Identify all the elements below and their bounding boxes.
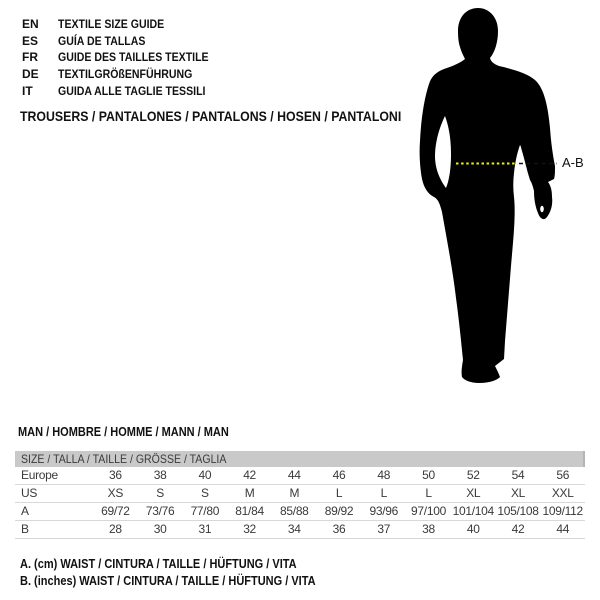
table-cell: L: [425, 486, 432, 500]
table-cell: 93/96: [369, 504, 399, 518]
table-cell: 97/100: [411, 504, 446, 518]
table-cell: L: [380, 486, 387, 500]
language-label: TEXTILE SIZE GUIDE: [58, 17, 165, 31]
table-cell: 48: [377, 468, 391, 482]
man-silhouette: [420, 8, 555, 383]
table-cell: 109/112: [542, 504, 583, 518]
category-title: [20, 108, 453, 124]
table-row-a-cm: [15, 503, 585, 521]
footnote-a-text: A. (cm) WAIST / CINTURA / TAILLE / HÜFTUNG / VITA: [20, 557, 297, 571]
table-cell: 40: [466, 522, 480, 536]
table-cell: M: [289, 486, 300, 500]
footnotes: [20, 556, 356, 590]
language-label: TEXTILGRÖßENFÜHRUNG: [58, 67, 193, 82]
table-cell: XL: [466, 486, 481, 500]
table-cell: 37: [377, 522, 391, 536]
table-cell: 30: [153, 522, 167, 536]
language-code: EN: [22, 17, 39, 31]
table-cell: 40: [198, 468, 212, 482]
table-cell: 44: [556, 522, 570, 536]
table-cell: 50: [422, 468, 435, 482]
language-code: DE: [22, 67, 39, 82]
table-cell: S: [156, 486, 164, 500]
language-row: [22, 83, 229, 100]
table-cell: 31: [198, 522, 212, 536]
size-table: [15, 451, 585, 539]
measure-label-ab: A-B: [562, 155, 584, 170]
table-cell: 42: [511, 522, 525, 536]
category-title-text: TROUSERS / PANTALONES / PANTALONS / HOSEN / PANTALONI: [20, 108, 402, 124]
thumb-notch: [540, 206, 544, 212]
footnote-b-text: B. (inches) WAIST / CINTURA / TAILLE / HÜFTUNG / VITA: [20, 574, 316, 588]
table-row-b-inches: [15, 521, 585, 539]
table-row-label: US: [21, 486, 38, 500]
table-cell: 46: [332, 468, 346, 482]
section-title: [18, 424, 258, 440]
language-code: IT: [22, 83, 33, 98]
table-cell: XXL: [551, 486, 574, 500]
table-row-europe: [15, 467, 585, 485]
table-cell: L: [335, 486, 343, 500]
table-row-us: [15, 485, 585, 503]
table-cell: 42: [243, 468, 256, 482]
man-silhouette-figure: [395, 0, 600, 400]
language-row: [22, 16, 229, 33]
table-cell: 54: [511, 468, 525, 482]
table-cell: 81/84: [235, 504, 264, 518]
table-cell: 52: [466, 468, 480, 482]
table-cell: 34: [287, 522, 301, 536]
table-cell: 89/92: [324, 504, 354, 518]
table-cell: S: [200, 486, 209, 500]
table-cell: 36: [332, 522, 346, 536]
table-row-label: Europe: [21, 468, 58, 482]
section-title-text: MAN / HOMBRE / HOMME / MANN / MAN: [18, 425, 229, 439]
table-cell: 101/104: [452, 504, 494, 518]
language-row: [22, 49, 229, 66]
table-cell: 36: [108, 468, 122, 482]
language-header-block: [22, 16, 229, 99]
table-cell: 38: [422, 522, 435, 536]
table-cell: 56: [556, 468, 570, 482]
table-cell: 105/108: [497, 504, 539, 518]
table-cell: 85/88: [280, 504, 309, 518]
size-table-header: [15, 451, 585, 467]
language-label: GUIDA ALLE TAGLIE TESSILI: [58, 83, 206, 98]
footnote-a: [20, 556, 356, 573]
table-cell: M: [244, 486, 255, 500]
language-label: GUIDE DES TAILLES TEXTILE: [58, 50, 209, 65]
footnote-b: [20, 573, 356, 590]
language-code: ES: [22, 33, 39, 48]
table-cell: 32: [243, 522, 256, 536]
table-cell: XL: [510, 486, 526, 500]
language-code: FR: [22, 50, 38, 65]
language-row: [22, 66, 229, 83]
language-label: GUÍA DE TALLAS: [58, 33, 146, 48]
table-cell: XS: [107, 486, 124, 500]
table-cell: 44: [287, 468, 301, 482]
table-cell: 77/80: [190, 504, 220, 518]
table-row-label: A: [21, 504, 29, 518]
language-row: [22, 33, 229, 50]
table-cell: 28: [108, 522, 122, 536]
size-table-header-text: SIZE / TALLA / TAILLE / GRÖSSE / TAGLIA: [21, 452, 227, 466]
table-row-label: B: [21, 522, 29, 536]
table-cell: 38: [153, 468, 167, 482]
table-cell: 73/76: [145, 504, 175, 518]
table-cell: 69/72: [101, 504, 130, 518]
